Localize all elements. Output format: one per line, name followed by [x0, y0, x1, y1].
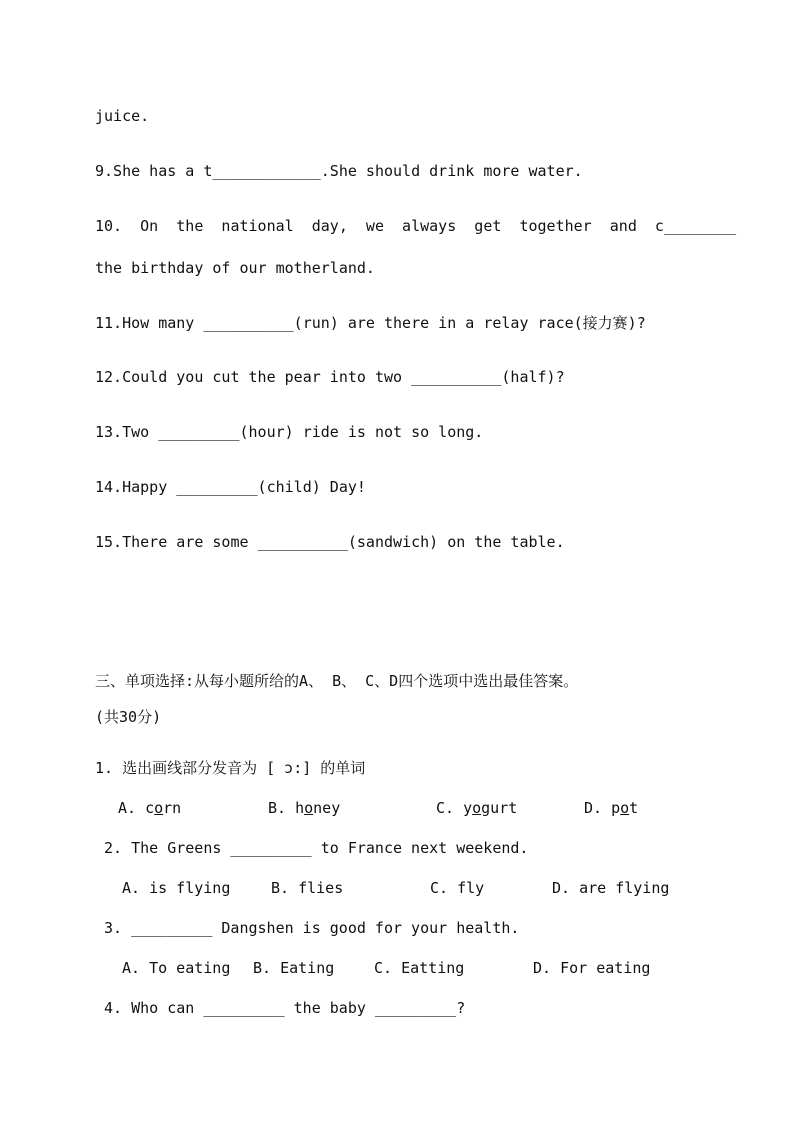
- question-3-stem: 3. _________ Dangshen is good for your health.: [104, 919, 520, 937]
- option-text-pre: D. p: [584, 799, 621, 817]
- question-1-stem: 1. 选出画线部分发音为 [ ɔ:] 的单词: [95, 759, 366, 777]
- underlined-letter: o: [154, 799, 164, 817]
- question-15: 15.There are some __________(sandwich) on the table.: [95, 533, 565, 551]
- question-3-option-b: B. Eating: [253, 959, 335, 977]
- question-12: 12.Could you cut the pear into two __________(half)?: [95, 368, 565, 386]
- question-3-option-c: C. Eatting: [374, 959, 465, 977]
- option-text-pre: C. y: [436, 799, 473, 817]
- question-1-option-b: [268, 798, 340, 818]
- option-text-post: ney: [313, 799, 341, 817]
- question-2-option-a: A. is flying: [122, 879, 231, 897]
- question-14: 14.Happy _________(child) Day!: [95, 478, 366, 496]
- section-points: (共30分): [95, 708, 162, 726]
- question-10-line-1: 10. On the national day, we always get together and c________: [95, 217, 737, 235]
- section-heading: 三、单项选择:从每小题所给的A、 B、 C、D四个选项中选出最佳答案。: [95, 672, 579, 690]
- question-1-option-c: [436, 798, 517, 818]
- question-2-option-d: D. are flying: [552, 879, 670, 897]
- option-text-post: t: [629, 799, 639, 817]
- option-text-post: rn: [163, 799, 182, 817]
- question-2-stem: 2. The Greens _________ to France next weekend.: [104, 839, 529, 857]
- underlined-letter: o: [304, 799, 314, 817]
- underlined-letter: o: [472, 799, 482, 817]
- question-1-option-a: [118, 798, 181, 818]
- question-11: 11.How many __________(run) are there in a relay race(接力赛)?: [95, 314, 646, 332]
- underlined-letter: o: [620, 799, 630, 817]
- question-10-line-2: the birthday of our motherland.: [95, 259, 375, 277]
- option-text-pre: B. h: [268, 799, 305, 817]
- text-line-juice: juice.: [95, 107, 150, 125]
- question-1-option-d: [584, 798, 638, 818]
- question-2-option-b: B. flies: [271, 879, 344, 897]
- question-3-option-d: D. For eating: [533, 959, 651, 977]
- question-3-option-a: A. To eating: [122, 959, 231, 977]
- question-13: 13.Two _________(hour) ride is not so long.: [95, 423, 484, 441]
- question-2-option-c: C. fly: [430, 879, 485, 897]
- question-4-stem: 4. Who can _________ the baby _________?: [104, 999, 466, 1017]
- option-text-pre: A. c: [118, 799, 155, 817]
- option-text-post: gurt: [481, 799, 518, 817]
- question-9: 9.She has a t____________.She should drink more water.: [95, 162, 583, 180]
